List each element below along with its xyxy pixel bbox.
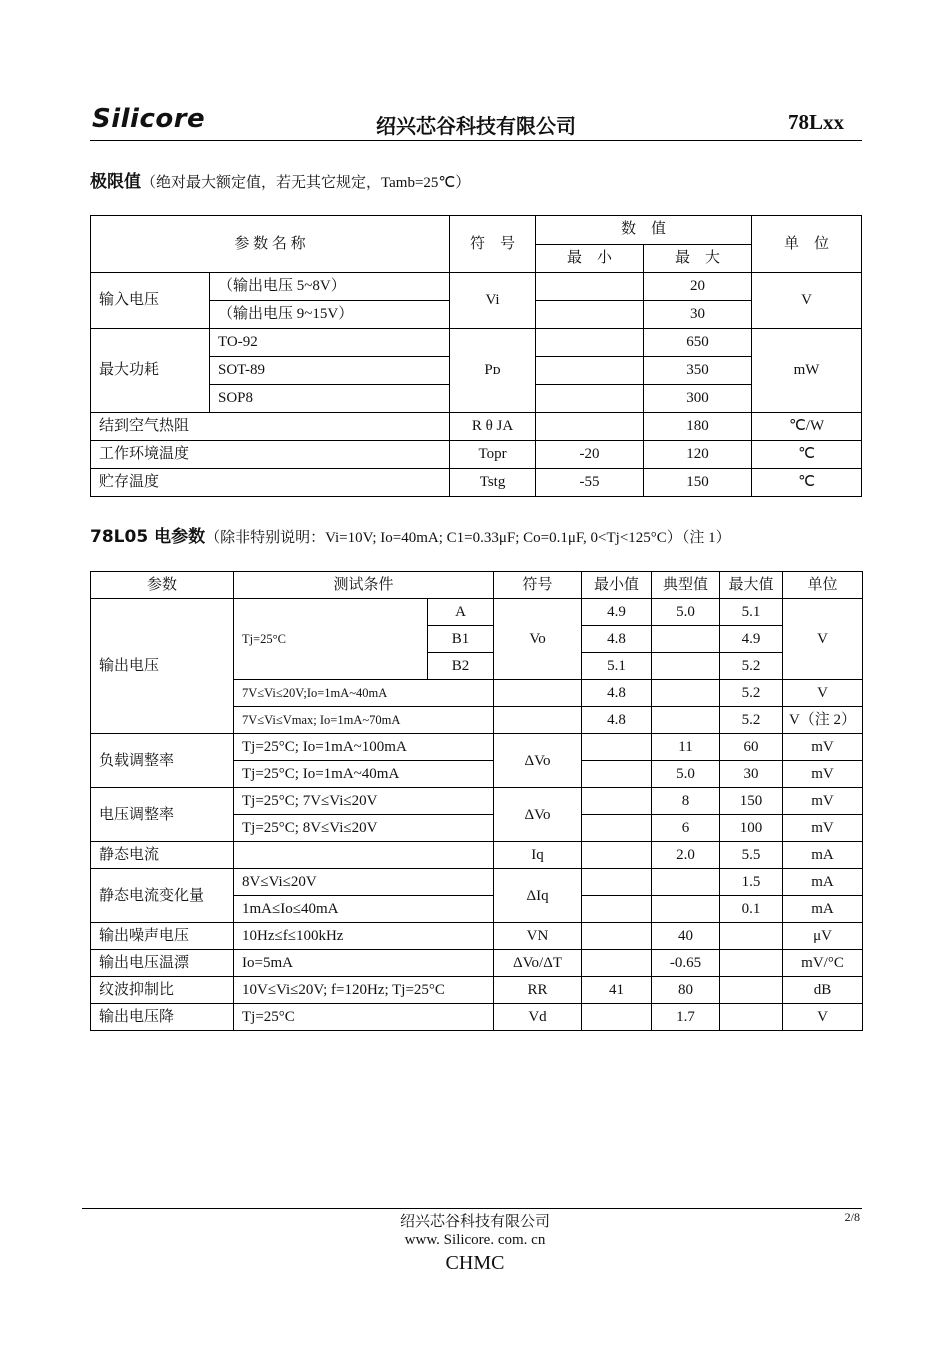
unit: dB (783, 977, 863, 1004)
unit: mA (783, 869, 863, 896)
max-value: 180 (644, 413, 752, 441)
condition: （输出电压 5~8V） (210, 273, 450, 301)
symbol: Vd (494, 1004, 582, 1031)
header-unit: 单位 (783, 572, 863, 599)
table-row (91, 273, 862, 301)
symbol: RR (494, 977, 582, 1004)
typ-value: 11 (652, 734, 720, 761)
max-value: 100 (720, 815, 783, 842)
unit: μV (783, 923, 863, 950)
max-value: 4.9 (720, 626, 783, 653)
header-typ: 典型值 (652, 572, 720, 599)
table-row (91, 469, 862, 497)
min-value (582, 896, 652, 923)
param-name: 静态电流 (91, 842, 234, 869)
symbol: Pᴅ (450, 329, 536, 413)
max-value: 20 (644, 273, 752, 301)
min-value: 4.8 (582, 680, 652, 707)
param-name: 负载调整率 (91, 734, 234, 788)
condition: 7V≤Vi≤20V;Io=1mA~40mA (234, 680, 494, 707)
unit: V (783, 599, 863, 680)
table-header-row (91, 216, 862, 245)
brand-logo: Silicore (92, 104, 206, 134)
absolute-max-table (90, 215, 862, 497)
section-note: （绝对最大额定值，若无其它规定，Tamb=25℃） (141, 175, 471, 191)
header-max: 最 大 (644, 244, 752, 273)
unit: mV (783, 815, 863, 842)
header-value: 数 值 (536, 216, 752, 245)
condition: Tj=25°C; 7V≤Vi≤20V (234, 788, 494, 815)
param-name: 输出电压降 (91, 1004, 234, 1031)
param-name: 输出噪声电压 (91, 923, 234, 950)
section-heading: 极限值 (90, 172, 141, 192)
max-value: 650 (644, 329, 752, 357)
header-min: 最小值 (582, 572, 652, 599)
max-value: 0.1 (720, 896, 783, 923)
typ-value: 2.0 (652, 842, 720, 869)
max-value: 5.5 (720, 842, 783, 869)
unit: V（注 2） (783, 707, 863, 734)
symbol (494, 680, 582, 707)
max-value: 120 (644, 441, 752, 469)
min-value: -20 (536, 441, 644, 469)
table-row (91, 1004, 863, 1031)
max-value: 60 (720, 734, 783, 761)
max-value: 5.2 (720, 680, 783, 707)
param-name: 纹波抑制比 (91, 977, 234, 1004)
package: SOT-89 (210, 357, 450, 385)
min-value (582, 950, 652, 977)
min-value (582, 788, 652, 815)
header-max: 最大值 (720, 572, 783, 599)
table-row (91, 788, 863, 815)
max-value: 5.2 (720, 707, 783, 734)
grade: B2 (428, 653, 494, 680)
symbol: ΔVo/ΔT (494, 950, 582, 977)
unit: ℃ (752, 469, 862, 497)
unit: mV (783, 788, 863, 815)
param-name: 输出电压温漂 (91, 950, 234, 977)
section-title-electrical (90, 522, 731, 547)
typ-value (652, 653, 720, 680)
symbol (494, 707, 582, 734)
table-row (91, 842, 863, 869)
max-value: 300 (644, 385, 752, 413)
model-number: 78Lxx (787, 110, 844, 134)
symbol: Tstg (450, 469, 536, 497)
section-heading: 78L05 电参数 (90, 527, 206, 547)
condition: 7V≤Vi≤Vmax; Io=1mA~70mA (234, 707, 494, 734)
table-header-row (91, 572, 863, 599)
typ-value: 5.0 (652, 599, 720, 626)
condition: Tj=25°C (234, 599, 428, 680)
unit: V (783, 680, 863, 707)
header-cond: 测试条件 (234, 572, 494, 599)
header-param: 参 数 名 称 (91, 216, 450, 273)
symbol: Iq (494, 842, 582, 869)
param-name: 静态电流变化量 (91, 869, 234, 923)
condition: Io=5mA (234, 950, 494, 977)
min-value (582, 815, 652, 842)
max-value: 5.1 (720, 599, 783, 626)
symbol: Topr (450, 441, 536, 469)
unit: mW (752, 329, 862, 413)
typ-value: 40 (652, 923, 720, 950)
symbol: R θ JA (450, 413, 536, 441)
condition: Tj=25°C; Io=1mA~40mA (234, 761, 494, 788)
symbol: ΔVo (494, 788, 582, 842)
min-value (536, 357, 644, 385)
page-header (90, 104, 862, 141)
max-value (720, 977, 783, 1004)
symbol: Vi (450, 273, 536, 329)
condition: 10V≤Vi≤20V; f=120Hz; Tj=25°C (234, 977, 494, 1004)
unit: mA (783, 896, 863, 923)
min-value: 4.8 (582, 707, 652, 734)
typ-value (652, 626, 720, 653)
min-value (536, 329, 644, 357)
param-name: 工作环境温度 (91, 441, 450, 469)
table-row (91, 950, 863, 977)
min-value: 4.9 (582, 599, 652, 626)
min-value: 4.8 (582, 626, 652, 653)
footer-website: www. Silicore. com. cn (404, 1232, 546, 1248)
unit: ℃ (752, 441, 862, 469)
section-note: （除非特别说明：Vi=10V; Io=40mA; C1=0.33μF; Co=0.1μF, 0<Tj<125°C）（注 1） (205, 530, 731, 546)
page-number: 2/8 (844, 1210, 860, 1224)
min-value (582, 923, 652, 950)
section-title-absolute-max (90, 167, 470, 192)
table-row (91, 441, 862, 469)
max-value: 150 (720, 788, 783, 815)
param-name: 贮存温度 (91, 469, 450, 497)
min-value (536, 301, 644, 329)
unit: ℃/W (752, 413, 862, 441)
min-value (536, 273, 644, 301)
unit: mV (783, 761, 863, 788)
typ-value: 8 (652, 788, 720, 815)
condition: Tj=25°C (234, 1004, 494, 1031)
package: TO-92 (210, 329, 450, 357)
min-value: 41 (582, 977, 652, 1004)
symbol: VN (494, 923, 582, 950)
param-name: 结到空气热阻 (91, 413, 450, 441)
symbol: ΔVo (494, 734, 582, 788)
condition: Tj=25°C; Io=1mA~100mA (234, 734, 494, 761)
unit: mV/°C (783, 950, 863, 977)
param-name: 输出电压 (91, 599, 234, 734)
header-symbol: 符号 (494, 572, 582, 599)
typ-value (652, 896, 720, 923)
footer-brand: CHMC (445, 1252, 505, 1274)
condition: （输出电压 9~15V） (210, 301, 450, 329)
typ-value (652, 869, 720, 896)
param-name: 最大功耗 (91, 329, 210, 413)
table-row (91, 329, 862, 357)
typ-value (652, 707, 720, 734)
table-row (91, 977, 863, 1004)
min-value (582, 842, 652, 869)
typ-value: 6 (652, 815, 720, 842)
max-value: 1.5 (720, 869, 783, 896)
grade: B1 (428, 626, 494, 653)
company-name: 绍兴芯谷科技有限公司 (376, 114, 576, 138)
footer-divider (82, 1208, 862, 1209)
symbol: ΔIq (494, 869, 582, 923)
typ-value: -0.65 (652, 950, 720, 977)
condition: 8V≤Vi≤20V (234, 869, 494, 896)
table-row (91, 413, 862, 441)
header-symbol: 符 号 (450, 216, 536, 273)
header-min: 最 小 (536, 244, 644, 273)
min-value (582, 761, 652, 788)
min-value (536, 385, 644, 413)
typ-value: 80 (652, 977, 720, 1004)
unit: V (783, 1004, 863, 1031)
max-value (720, 1004, 783, 1031)
footer-company: 绍兴芯谷科技有限公司 (399, 1214, 550, 1230)
min-value: -55 (536, 469, 644, 497)
unit: V (752, 273, 862, 329)
max-value: 350 (644, 357, 752, 385)
unit: mV (783, 734, 863, 761)
symbol: Vo (494, 599, 582, 680)
table-row (91, 923, 863, 950)
condition (234, 842, 494, 869)
min-value (582, 734, 652, 761)
max-value: 30 (644, 301, 752, 329)
min-value (582, 1004, 652, 1031)
condition: 10Hz≤f≤100kHz (234, 923, 494, 950)
typ-value (652, 680, 720, 707)
param-name: 电压调整率 (91, 788, 234, 842)
table-row (91, 734, 863, 761)
package: SOP8 (210, 385, 450, 413)
unit: mA (783, 842, 863, 869)
typ-value: 1.7 (652, 1004, 720, 1031)
param-name: 输入电压 (91, 273, 210, 329)
header-unit: 单 位 (752, 216, 862, 273)
condition: Tj=25°C; 8V≤Vi≤20V (234, 815, 494, 842)
min-value: 5.1 (582, 653, 652, 680)
header-param: 参数 (91, 572, 234, 599)
grade: A (428, 599, 494, 626)
typ-value: 5.0 (652, 761, 720, 788)
max-value: 150 (644, 469, 752, 497)
table-row (91, 869, 863, 896)
condition: 1mA≤Io≤40mA (234, 896, 494, 923)
table-row (91, 599, 863, 626)
max-value (720, 923, 783, 950)
electrical-table (90, 571, 863, 1031)
min-value (536, 413, 644, 441)
max-value (720, 950, 783, 977)
max-value: 5.2 (720, 653, 783, 680)
min-value (582, 869, 652, 896)
max-value: 30 (720, 761, 783, 788)
